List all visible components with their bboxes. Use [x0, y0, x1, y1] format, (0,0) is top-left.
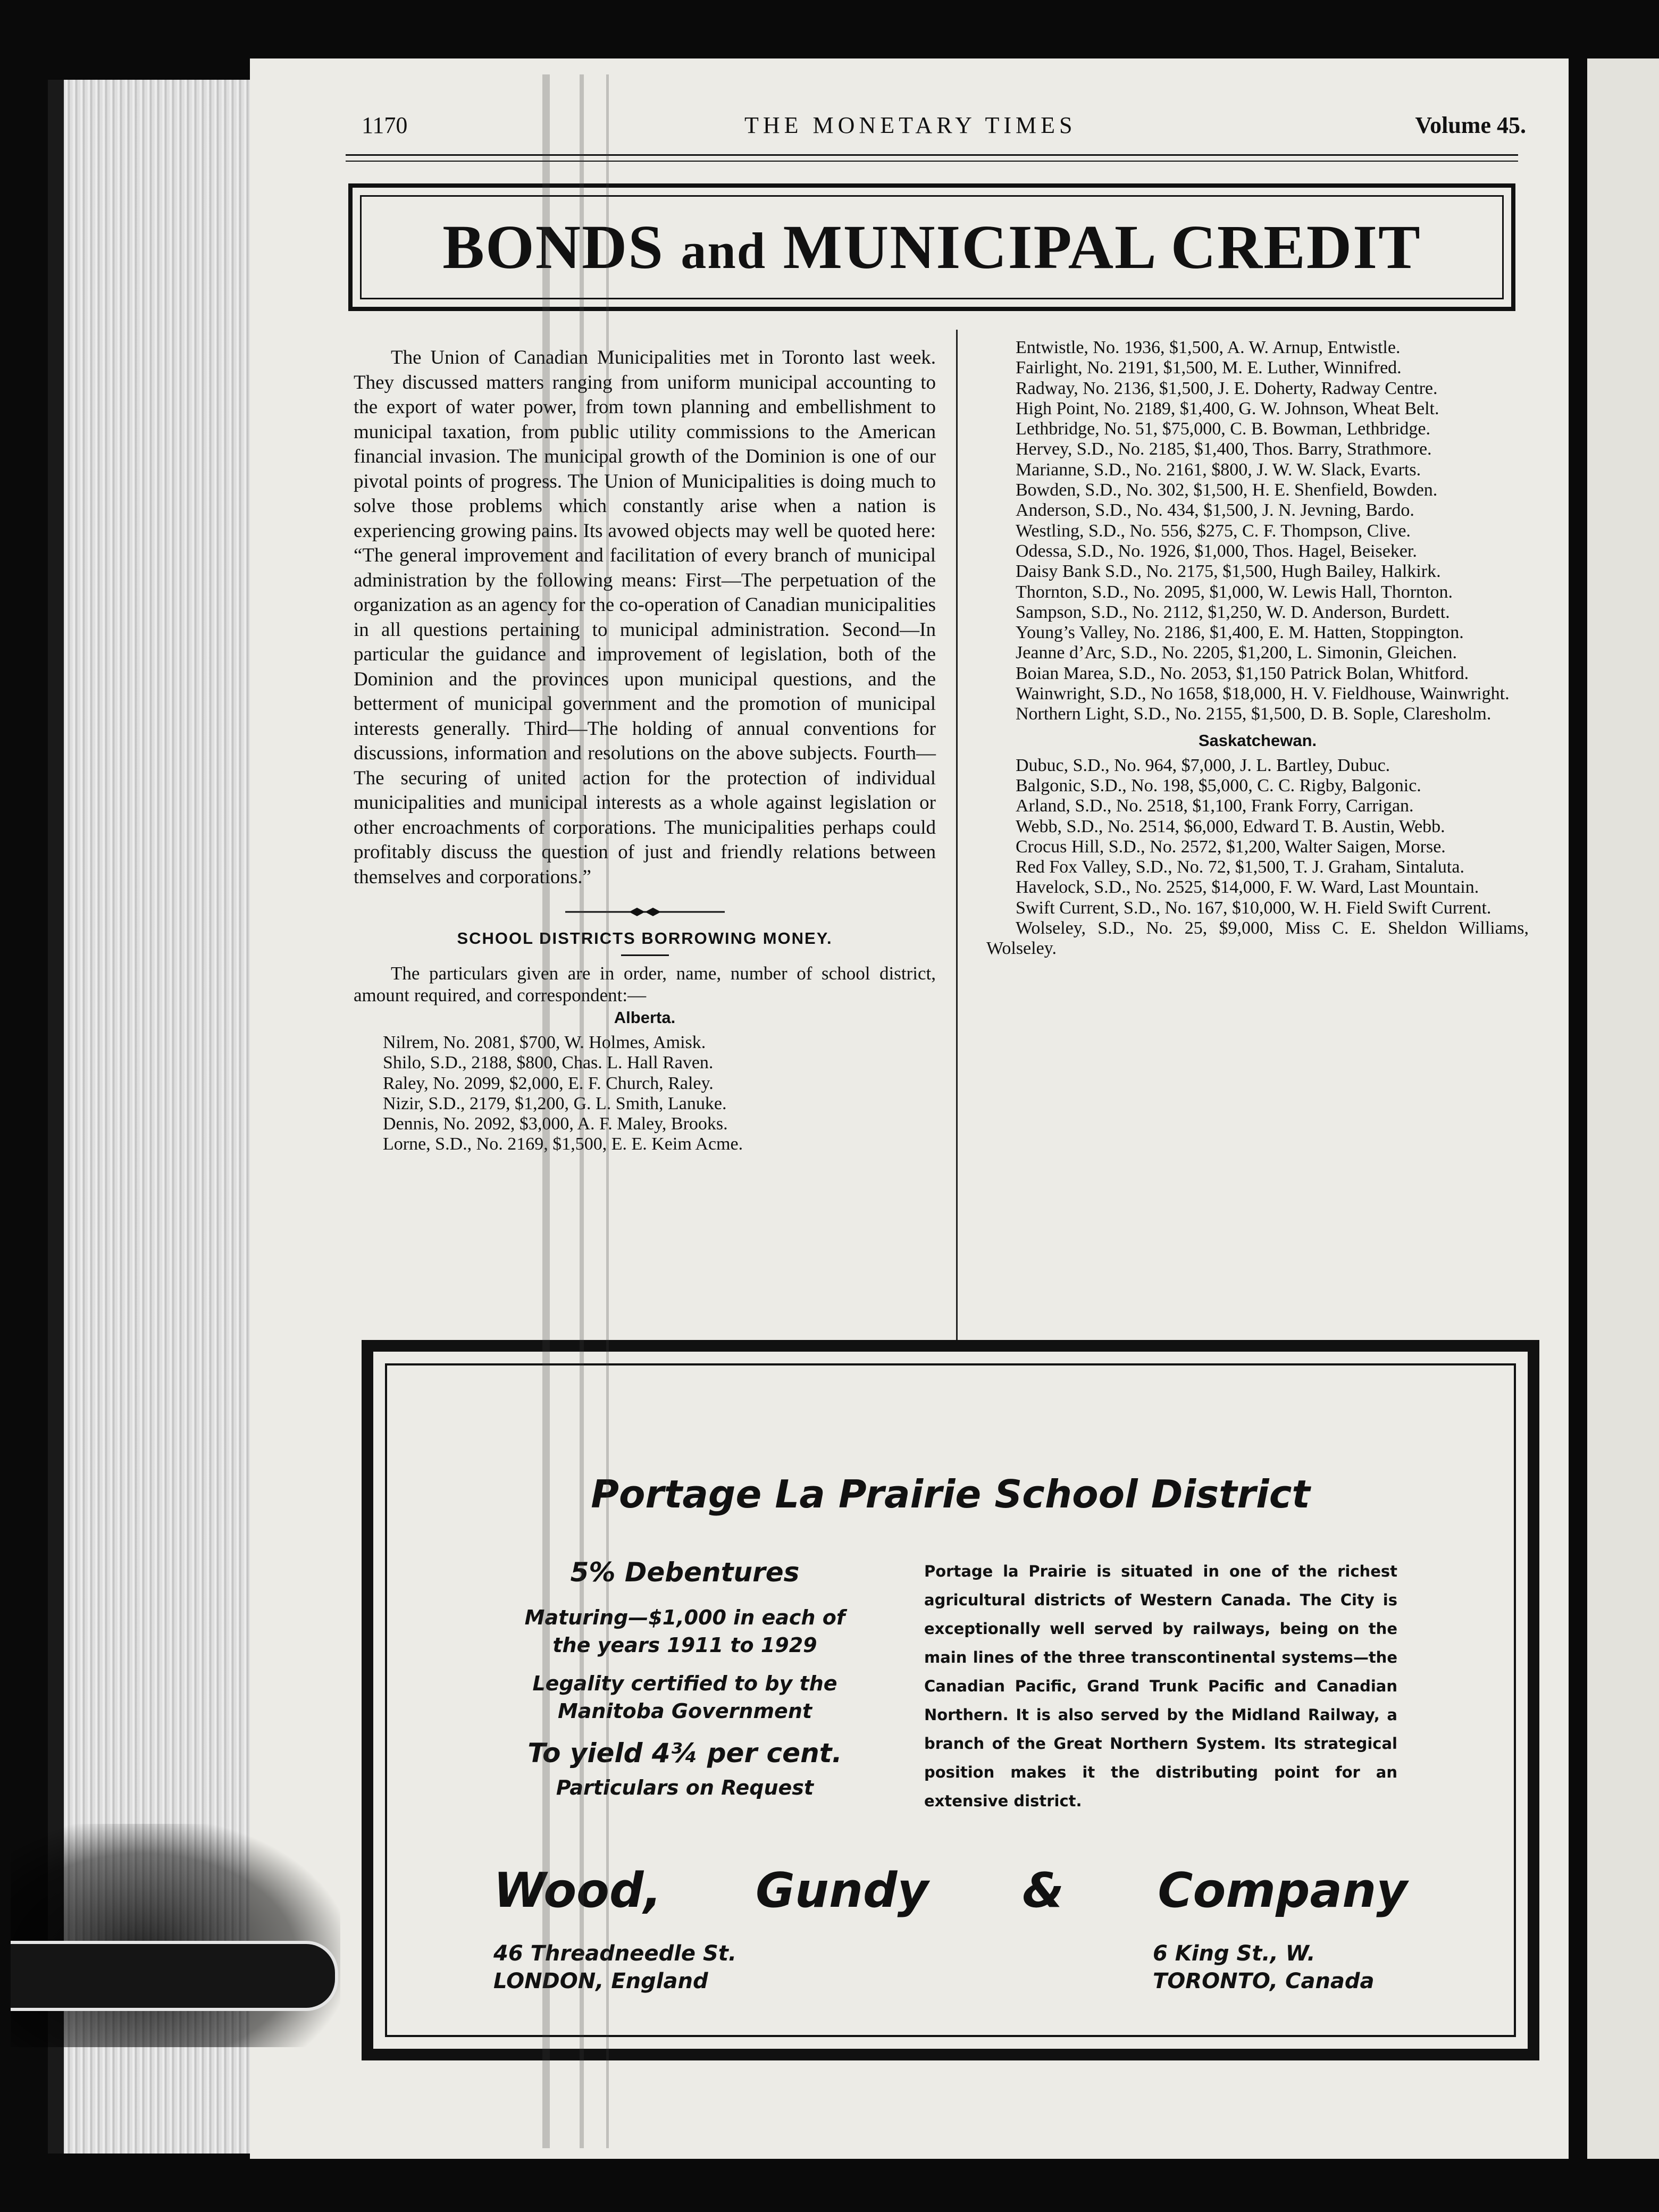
ad-description: Portage la Prairie is situated in one of the richest agricultural districts of Western Canada. The City is exceptionally well served by railways, being on the main lines of the three transcontinental systems—the Canadian Pacific, Grand Trunk Pacific and Canadian Northern. It is also served by the Midland Railway, a branch of the Great Northern System. Its strategical position makes it the distributing point for an extensive district. — [924, 1562, 1397, 1810]
district-entry: Crocus Hill, S.D., No. 2572, $1,200, Walter Saigen, Morse. — [1016, 836, 1446, 857]
district-entry: Fairlight, No. 2191, $1,500, M. E. Luther, Winnifred. — [1016, 358, 1402, 378]
ad-offer-block — [493, 1557, 876, 1802]
title-word-municipal-credit: MUNICIPAL CREDIT — [783, 212, 1421, 282]
district-entry: Young’s Valley, No. 2186, $1,400, E. M. Hatten, Stoppington. — [1016, 623, 1464, 643]
section-title-box — [348, 183, 1515, 311]
page-header — [362, 112, 1526, 149]
ad-particulars: Particulars on Request — [556, 1776, 814, 1799]
header-rule-top — [346, 154, 1518, 156]
district-entry: Nilrem, No. 2081, $700, W. Holmes, Amisk. — [383, 1033, 706, 1052]
toronto-street: 6 King St., W. — [1153, 1941, 1316, 1966]
page-number: 1170 — [362, 112, 408, 138]
heading-rule — [621, 954, 669, 956]
district-entry: High Point, No. 2189, $1,400, G. W. Johnson, Wheat Belt. — [1016, 398, 1439, 418]
district-entry: Northern Light, S.D., No. 2155, $1,500, D. B. Sople, Claresholm. — [1016, 704, 1492, 724]
district-entry: Thornton, S.D., No. 2095, $1,000, W. Lewis Hall, Thornton. — [1016, 582, 1453, 602]
ad-legality-2: Manitoba Government — [557, 1699, 812, 1723]
district-entry: Sampson, S.D., No. 2112, $1,250, W. D. Anderson, Burdett. — [1016, 602, 1450, 622]
district-entry: Havelock, S.D., No. 2525, $14,000, F. W. Ward, Last Mountain. — [1016, 877, 1479, 898]
london-city: LONDON, England — [493, 1969, 708, 1993]
alberta-list-right — [986, 338, 1529, 725]
district-entry: Daisy Bank S.D., No. 2175, $1,500, Hugh Bailey, Halkirk. — [1016, 562, 1441, 582]
school-districts-heading: SCHOOL DISTRICTS BORROWING MONEY. — [457, 929, 833, 948]
advertisement-inner — [385, 1363, 1516, 2037]
district-entry: Dubuc, S.D., No. 964, $7,000, J. L. Bartley, Dubuc. — [1016, 755, 1390, 775]
publication-title: THE MONETARY TIMES — [744, 112, 1077, 138]
ad-title: Portage La Prairie School District — [591, 1472, 1310, 1516]
hand-shadow — [11, 1824, 340, 2047]
header-rule-bottom — [346, 161, 1518, 162]
ad-debentures: 5% Debentures — [570, 1557, 800, 1588]
toronto-city: TORONTO, Canada — [1153, 1969, 1375, 1993]
ad-maturing-2: the years 1911 to 1929 — [552, 1633, 817, 1657]
district-entry: Wolseley, S.D., No. 25, $9,000, Miss C. E. Sheldon Williams, Wolseley. — [986, 918, 1529, 959]
volume-label: Volume 45. — [1415, 112, 1526, 138]
district-entry: Dennis, No. 2092, $3,000, A. F. Maley, Brooks. — [383, 1114, 728, 1134]
left-column — [354, 346, 936, 1155]
ad-yield: To yield 4¾ per cent. — [527, 1738, 842, 1769]
column-divider — [956, 330, 958, 1340]
book-clip — [11, 1941, 338, 2011]
district-entry: Jeanne d’Arc, S.D., No. 2205, $1,200, L. Simonin, Gleichen. — [1016, 643, 1457, 663]
section-title-inner — [360, 195, 1504, 299]
adjacent-page-edge — [1587, 58, 1659, 2164]
film-scratch — [606, 74, 609, 2148]
ad-address-london — [493, 1940, 736, 1995]
right-column — [986, 338, 1529, 959]
district-entry: Radway, No. 2136, $1,500, J. E. Doherty, Radway Centre. — [1016, 378, 1438, 398]
ad-legality-1: Legality certified to by the — [532, 1672, 837, 1695]
district-entry: Swift Current, S.D., No. 167, $10,000, W. H. Field Swift Current. — [1016, 898, 1492, 918]
district-entry: Hervey, S.D., No. 2185, $1,400, Thos. Barry, Strathmore. — [1016, 439, 1432, 459]
region-saskatchewan: Saskatchewan. — [1198, 731, 1317, 750]
district-entry: Marianne, S.D., No. 2161, $800, J. W. W. Slack, Evarts. — [1016, 459, 1421, 480]
firm-word-gundy: Gundy — [756, 1863, 929, 1918]
district-entry: Red Fox Valley, S.D., No. 72, $1,500, T. J. Graham, Sintaluta. — [1016, 857, 1464, 877]
district-entry: Anderson, S.D., No. 434, $1,500, J. N. Jevning, Bardo. — [1016, 500, 1414, 521]
alberta-list-left — [354, 1033, 936, 1155]
district-entry: Wainwright, S.D., No 1658, $18,000, H. V. Fieldhouse, Wainwright. — [1016, 684, 1510, 704]
ad-firm-name — [493, 1863, 1407, 1918]
district-entry: Balgonic, S.D., No. 198, $5,000, C. C. Rigby, Balgonic. — [1016, 775, 1421, 795]
background-strip — [0, 2159, 1659, 2212]
firm-word-ampersand: & — [1022, 1863, 1065, 1918]
district-entry: Lethbridge, No. 51, $75,000, C. B. Bowman, Lethbridge. — [1016, 419, 1431, 439]
district-entry: Shilo, S.D., 2188, $800, Chas. L. Hall Raven. — [383, 1053, 714, 1073]
firm-word-company: Company — [1158, 1863, 1407, 1918]
district-entry: Westling, S.D., No. 556, $275, C. F. Thompson, Clive. — [1016, 521, 1411, 541]
film-scratch — [580, 74, 584, 2148]
district-entry: Entwistle, No. 1936, $1,500, A. W. Arnup, Entwistle. — [1016, 338, 1401, 357]
ornament-divider — [565, 906, 725, 918]
district-entry: Arland, S.D., No. 2518, $1,100, Frank Forry, Carrigan. — [1016, 796, 1414, 816]
district-entry: Odessa, S.D., No. 1926, $1,000, Thos. Hagel, Beiseker. — [1016, 541, 1417, 561]
district-entry: Raley, No. 2099, $2,000, E. F. Church, Raley. — [383, 1073, 714, 1093]
ad-maturing-1: Maturing—$1,000 in each of — [524, 1606, 845, 1629]
district-entry: Lorne, S.D., No. 2169, $1,500, E. E. Keim Acme. — [383, 1134, 743, 1154]
title-word-bonds: BONDS — [442, 212, 664, 282]
district-entry: Bowden, S.D., No. 302, $1,500, H. E. Shenfield, Bowden. — [1016, 480, 1438, 500]
ad-address-toronto — [1153, 1940, 1375, 1995]
district-entry: Webb, S.D., No. 2514, $6,000, Edward T. B. Austin, Webb. — [1016, 816, 1445, 836]
section-title — [442, 211, 1421, 283]
district-entry: Nizir, S.D., 2179, $1,200, G. L. Smith, Lanuke. — [383, 1093, 727, 1113]
firm-word-wood: Wood, — [493, 1863, 662, 1918]
region-alberta: Alberta. — [614, 1008, 676, 1027]
title-word-and: and — [681, 222, 767, 279]
district-entry: Boian Marea, S.D., No. 2053, $1,150 Patrick Bolan, Whitford. — [1016, 663, 1469, 683]
advertisement-box — [362, 1340, 1539, 2060]
film-scratch — [542, 74, 550, 2148]
school-districts-intro: The particulars given are in order, name, number of school district, amount required, and correspondent:— — [354, 963, 936, 1006]
saskatchewan-list — [986, 756, 1529, 959]
article-paragraph: The Union of Canadian Municipalities met in Toronto last week. They discussed matters ranging from uniform municipal accounting to the export of water power, from town planning and embellishment to municipal taxation, from public utility commissions to the American financial invasion. The municipal growth of the Dominion is one of our pivotal points of progress. The Union of Municipalities is doing much to solve those problems which constantly arise when a nation is experiencing growing pains. Its avowed objects may well be quoted here: “The general improvement and facilitation of every branch of municipal administration by the following means: First—The perpetuation of the organization as an agency for the co-operation of Canadian municipalities in all questions pertaining to municipal administration. Second—In particular the guidance and improvement of legislation, both of the Dominion and the provinces upon municipal questions, and the betterment of municipal government and the promotion of municipal interests generally. Third—The holding of annual conventions for discussions, information and resolutions on the above subjects. Fourth—The securing of united action for the protection of individual municipalities and municipal interests as a whole against legislation or other encroachments of corporations. The municipalities perhaps could profitably discuss the question of just and friendly relations between themselves and corporations.” — [354, 347, 936, 888]
london-street: 46 Threadneedle St. — [493, 1941, 737, 1966]
